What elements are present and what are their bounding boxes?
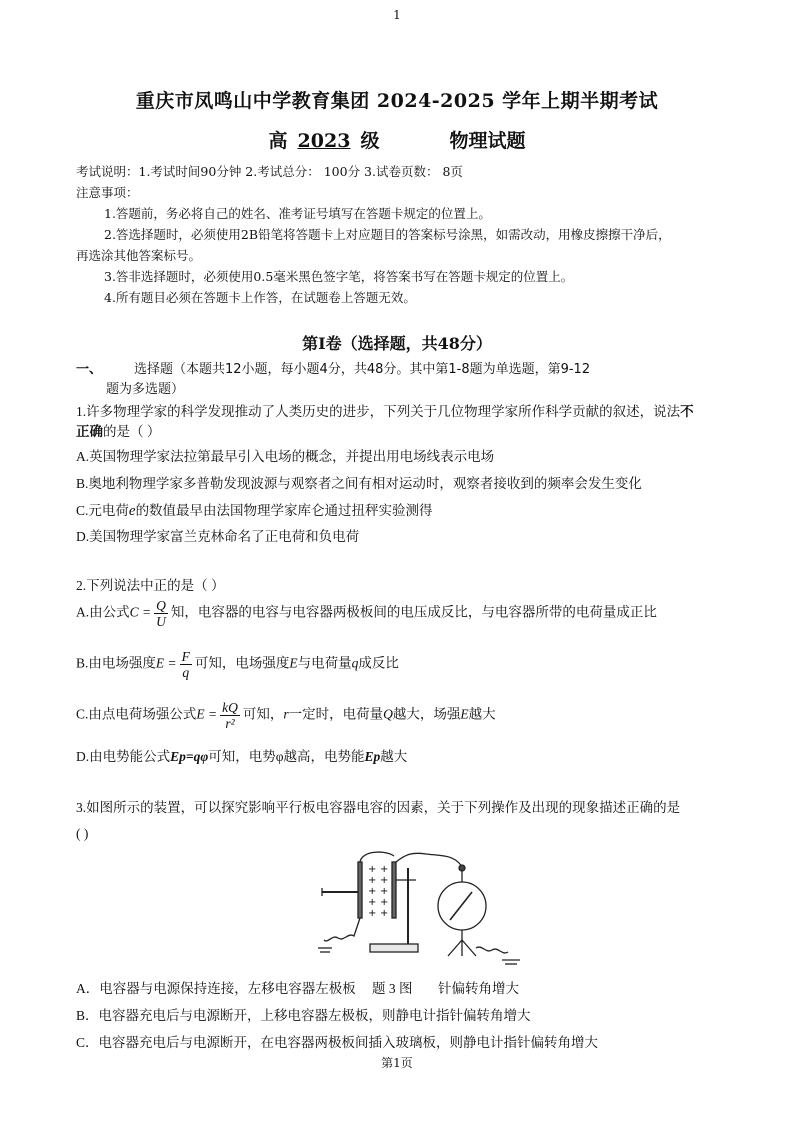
plate-sign: +	[380, 875, 389, 886]
notice-item: 3.答非选择题时，必须使用0.5毫米黑色签字笔，将答案书写在答题卡规定的位置上。	[104, 269, 574, 284]
page-number: 1	[393, 8, 401, 22]
part-heading: 选择题（本题共12小题，每小题4分，共48分。其中第1-8题为单选题，第9-12	[134, 362, 591, 377]
q2-stem: 2.下列说法中正的是（ ）	[76, 578, 225, 593]
plate-sign: +	[368, 864, 377, 875]
plate-sign: +	[380, 864, 389, 875]
notice-item: 1.答题前，务必将自己的姓名、准考证号填写在答题卡规定的位置上。	[104, 206, 491, 221]
exam-title: 重庆市凤鸣山中学教育集团 2024-2025 学年上期半期考试	[135, 90, 659, 112]
notice-item: 2.答选择题时，必须使用2B铅笔将答题卡上对应题目的答案标号涂黑，如需改动，用橡皮擦擦干净后，	[104, 227, 671, 242]
q1-option-a: A.英国物理学家法拉第最早引入电场的概念，并提出用电场线表示电场	[76, 449, 495, 464]
q1-stem: 1.许多物理学家的科学发现推动了人类历史的进步，下列关于几位物理学家所作科学贡献的叙述，说法不	[76, 404, 694, 419]
grade-year: 2023	[297, 130, 351, 152]
formula-fraction: $\frac{Q}{U}$	[156, 598, 166, 629]
q3-stem-cont: ( )	[76, 826, 89, 841]
plate-sign: +	[368, 908, 377, 919]
q2-option-a: A.由公式C = $\frac{Q}{U}$ 知，电容器的电容与电容器两极板间的电压成反比，与电容器所带的电荷量成正比	[76, 598, 657, 629]
q3-stem: 3.如图所示的装置，可以探究影响平行板电容器电容的因素，关于下列操作及出现的现象描述正确的是	[76, 800, 681, 815]
part-number: 一、	[76, 362, 103, 377]
q3-option-a: A．电容器与电源保持连接，左移电容器左极板	[76, 981, 356, 996]
grade-suffix: 级	[360, 130, 380, 152]
q1-stem-cont: 正确的是（ ）	[76, 424, 161, 439]
capacitor-electrometer-figure	[316, 848, 528, 976]
page-footer: 第1页	[381, 1056, 413, 1070]
figure-label: 题 3 图	[370, 977, 415, 997]
notice-item: 4.所有题目必须在答题卡上作答，在试题卷上答题无效。	[104, 290, 416, 305]
formula-fraction: $\frac{F}{q}$	[181, 649, 190, 680]
q3-option-a-tail: 针偏转角增大	[438, 981, 519, 996]
q3-option-b: B．电容器充电后与电源断开，上移电容器左极板，则静电计指针偏转角增大	[76, 1008, 531, 1023]
q3-option-c: C．电容器充电后与电源断开，在电容器两极板间插入玻璃板，则静电计指针偏转角增大	[76, 1035, 599, 1050]
q1-option-d: D.美国物理学家富兰克林命名了正电荷和负电荷	[76, 529, 360, 544]
grade-prefix: 高	[268, 130, 288, 152]
plate-sign: +	[368, 875, 377, 886]
plate-sign: +	[368, 886, 377, 897]
exam-subtitle	[0, 126, 794, 153]
formula-fraction: $\frac{kQ}{\text{r²}}$	[222, 700, 238, 731]
notice-item: 再选涂其他答案标号。	[76, 248, 202, 263]
q1-emphasis: 不	[680, 404, 694, 419]
plate-sign: +	[380, 886, 389, 897]
subject-title: 物理试题	[449, 130, 526, 152]
q1-option-b: B.奥地利物理学家多普勒发现波源与观察者之间有相对运动时，观察者接收到的频率会发生变化	[76, 476, 642, 491]
plate-sign: +	[380, 908, 389, 919]
q2-option-c: C.由点电荷场强公式E = $\frac{kQ}{\text{r²}}$ 可知，r一定时，电荷量Q越大，场强E越大	[76, 700, 496, 731]
q1-option-c: C.元电荷e的数值最早由法国物理学家库仑通过扭秤实验测得	[76, 503, 433, 519]
notice-title: 注意事项：	[76, 185, 139, 200]
plate-sign: +	[368, 897, 377, 908]
section-title: 第Ⅰ卷（选择题，共48分）	[302, 334, 492, 353]
exam-note: 考试说明：1.考试时间90分钟 2.考试总分： 100分 3.试卷页数： 8页	[76, 164, 463, 179]
q1-emphasis: 正确	[76, 424, 103, 439]
q2-option-b: B.由电场强度E = $\frac{F}{q}$ 可知，电场强度E与电荷量q成反比	[76, 649, 399, 680]
plate-sign: +	[380, 897, 389, 908]
q2-option-d: D.由电势能公式Ep=qφ可知，电势φ越高，电势能Ep越大	[76, 749, 408, 764]
part-heading-cont: 题为多选题）	[106, 382, 185, 397]
